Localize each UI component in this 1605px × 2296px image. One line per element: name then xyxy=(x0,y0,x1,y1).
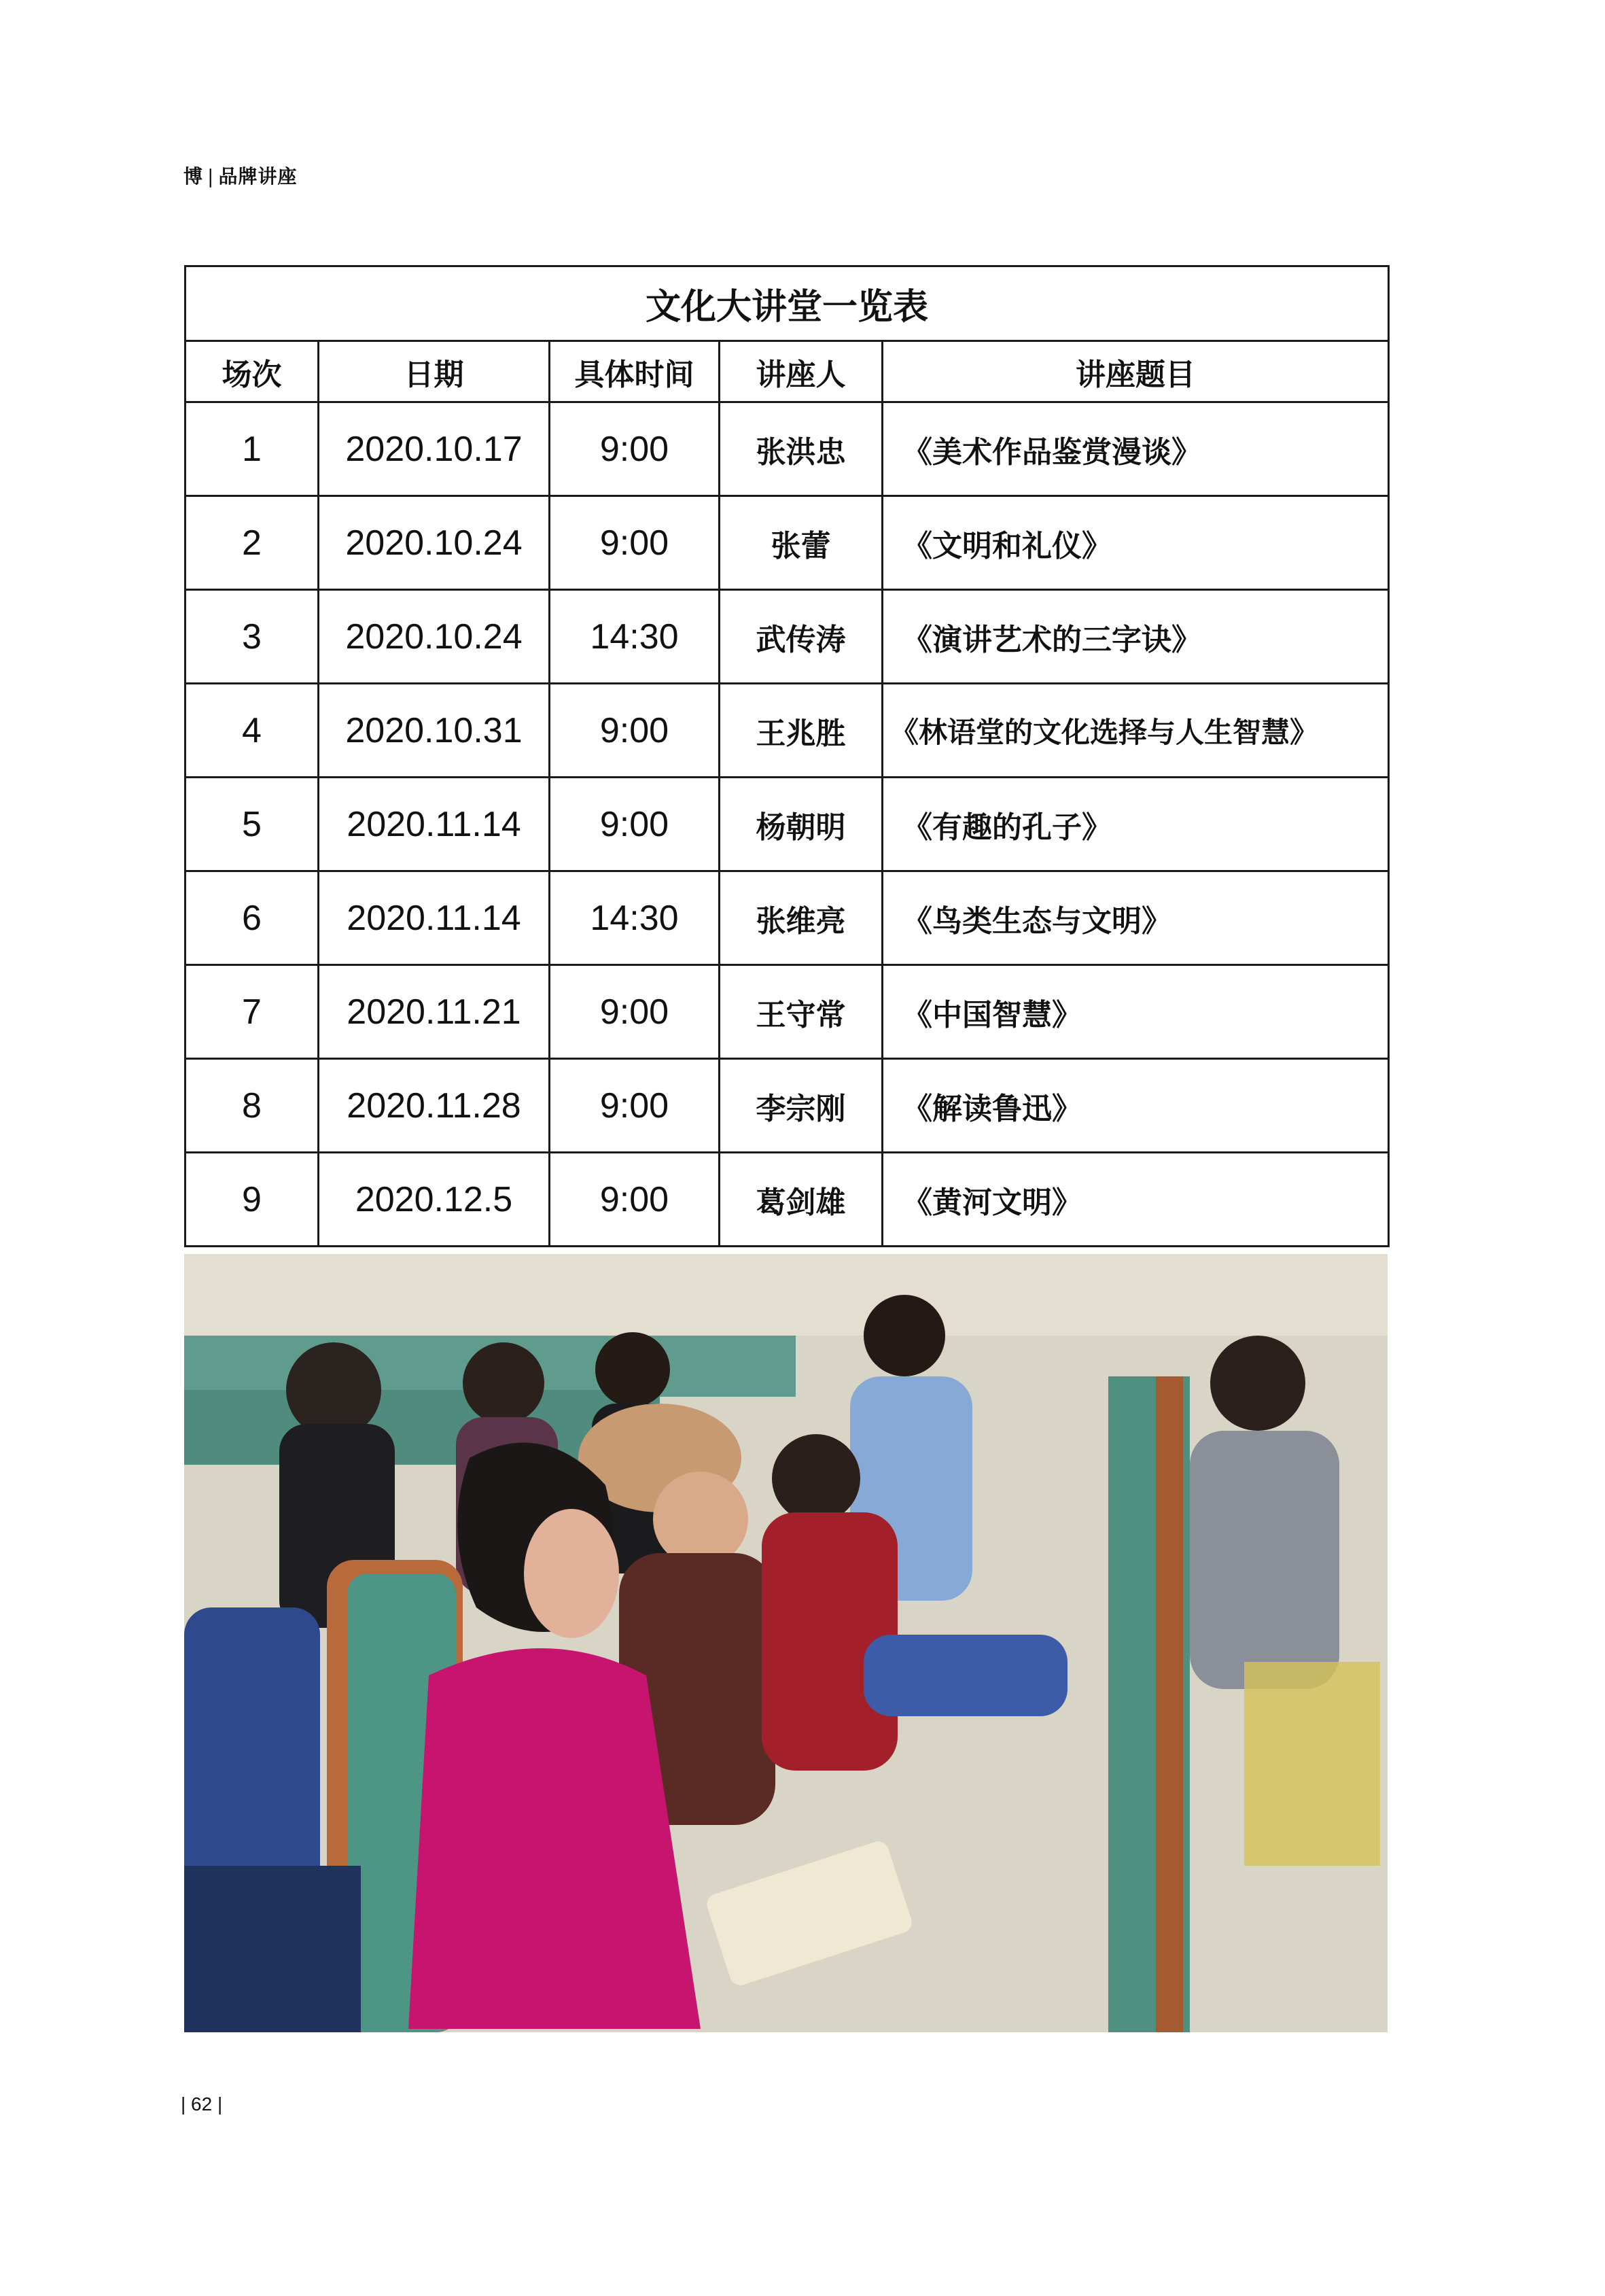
lecture-date: 2020.11.28 xyxy=(319,1059,550,1153)
header-separator: | xyxy=(207,165,215,188)
column-header-session: 场次 xyxy=(186,341,319,402)
speaker-name: 武传涛 xyxy=(720,590,883,684)
session-number: 7 xyxy=(186,965,319,1059)
table-row xyxy=(186,590,1389,684)
lecture-topic: 《美术作品鉴赏漫谈》 xyxy=(883,402,1389,496)
lecture-date: 2020.10.31 xyxy=(319,684,550,778)
table-title-row xyxy=(186,266,1389,341)
speaker-name: 李宗刚 xyxy=(720,1059,883,1153)
lecture-topic: 《有趣的孔子》 xyxy=(883,778,1389,871)
lecture-topic: 《演讲艺术的三字诀》 xyxy=(883,590,1389,684)
table-row xyxy=(186,871,1389,965)
table-row xyxy=(186,778,1389,871)
table-row xyxy=(186,402,1389,496)
lecture-schedule-table xyxy=(184,265,1390,1247)
lecture-date: 2020.11.14 xyxy=(319,871,550,965)
speaker-name: 杨朝明 xyxy=(720,778,883,871)
table-row xyxy=(186,1153,1389,1247)
lecture-time: 9:00 xyxy=(550,684,720,778)
lecture-time: 9:00 xyxy=(550,496,720,590)
session-number: 2 xyxy=(186,496,319,590)
lecture-date: 2020.10.24 xyxy=(319,590,550,684)
header-column: 品牌讲座 xyxy=(218,165,298,188)
lecture-time: 9:00 xyxy=(550,1153,720,1247)
column-header-date: 日期 xyxy=(319,341,550,402)
session-number: 1 xyxy=(186,402,319,496)
table-row xyxy=(186,684,1389,778)
table-title: 文化大讲堂一览表 xyxy=(186,266,1389,341)
page-number: | 62 | xyxy=(181,2093,223,2115)
column-header-time: 具体时间 xyxy=(550,341,720,402)
table-row xyxy=(186,965,1389,1059)
table-header-row xyxy=(186,341,1389,402)
lecture-time: 14:30 xyxy=(550,590,720,684)
lecture-date: 2020.12.5 xyxy=(319,1153,550,1247)
running-header xyxy=(183,162,297,189)
lecture-date: 2020.11.21 xyxy=(319,965,550,1059)
lecture-date: 2020.10.17 xyxy=(319,402,550,496)
speaker-name: 王兆胜 xyxy=(720,684,883,778)
speaker-name: 张蕾 xyxy=(720,496,883,590)
header-section: 博 xyxy=(183,165,204,188)
lecture-time: 9:00 xyxy=(550,778,720,871)
session-number: 9 xyxy=(186,1153,319,1247)
column-header-topic: 讲座题目 xyxy=(883,341,1389,402)
table-row xyxy=(186,1059,1389,1153)
lecture-topic: 《解读鲁迅》 xyxy=(883,1059,1389,1153)
speaker-name: 葛剑雄 xyxy=(720,1153,883,1247)
lecture-topic: 《鸟类生态与文明》 xyxy=(883,871,1389,965)
lecture-topic: 《林语堂的文化选择与人生智慧》 xyxy=(883,684,1389,778)
speaker-name: 张洪忠 xyxy=(720,402,883,496)
lecture-date: 2020.10.24 xyxy=(319,496,550,590)
lecture-topic: 《中国智慧》 xyxy=(883,965,1389,1059)
column-header-speaker: 讲座人 xyxy=(720,341,883,402)
lecture-time: 9:00 xyxy=(550,965,720,1059)
speaker-name: 张维亮 xyxy=(720,871,883,965)
audience-photo xyxy=(184,1254,1388,2032)
session-number: 5 xyxy=(186,778,319,871)
audience-photo-illustration xyxy=(184,1254,1388,2032)
session-number: 4 xyxy=(186,684,319,778)
lecture-time: 14:30 xyxy=(550,871,720,965)
table-row xyxy=(186,496,1389,590)
lecture-topic: 《黄河文明》 xyxy=(883,1153,1389,1247)
speaker-name: 王守常 xyxy=(720,965,883,1059)
session-number: 3 xyxy=(186,590,319,684)
session-number: 8 xyxy=(186,1059,319,1153)
lecture-time: 9:00 xyxy=(550,1059,720,1153)
session-number: 6 xyxy=(186,871,319,965)
lecture-date: 2020.11.14 xyxy=(319,778,550,871)
lecture-time: 9:00 xyxy=(550,402,720,496)
lecture-topic: 《文明和礼仪》 xyxy=(883,496,1389,590)
